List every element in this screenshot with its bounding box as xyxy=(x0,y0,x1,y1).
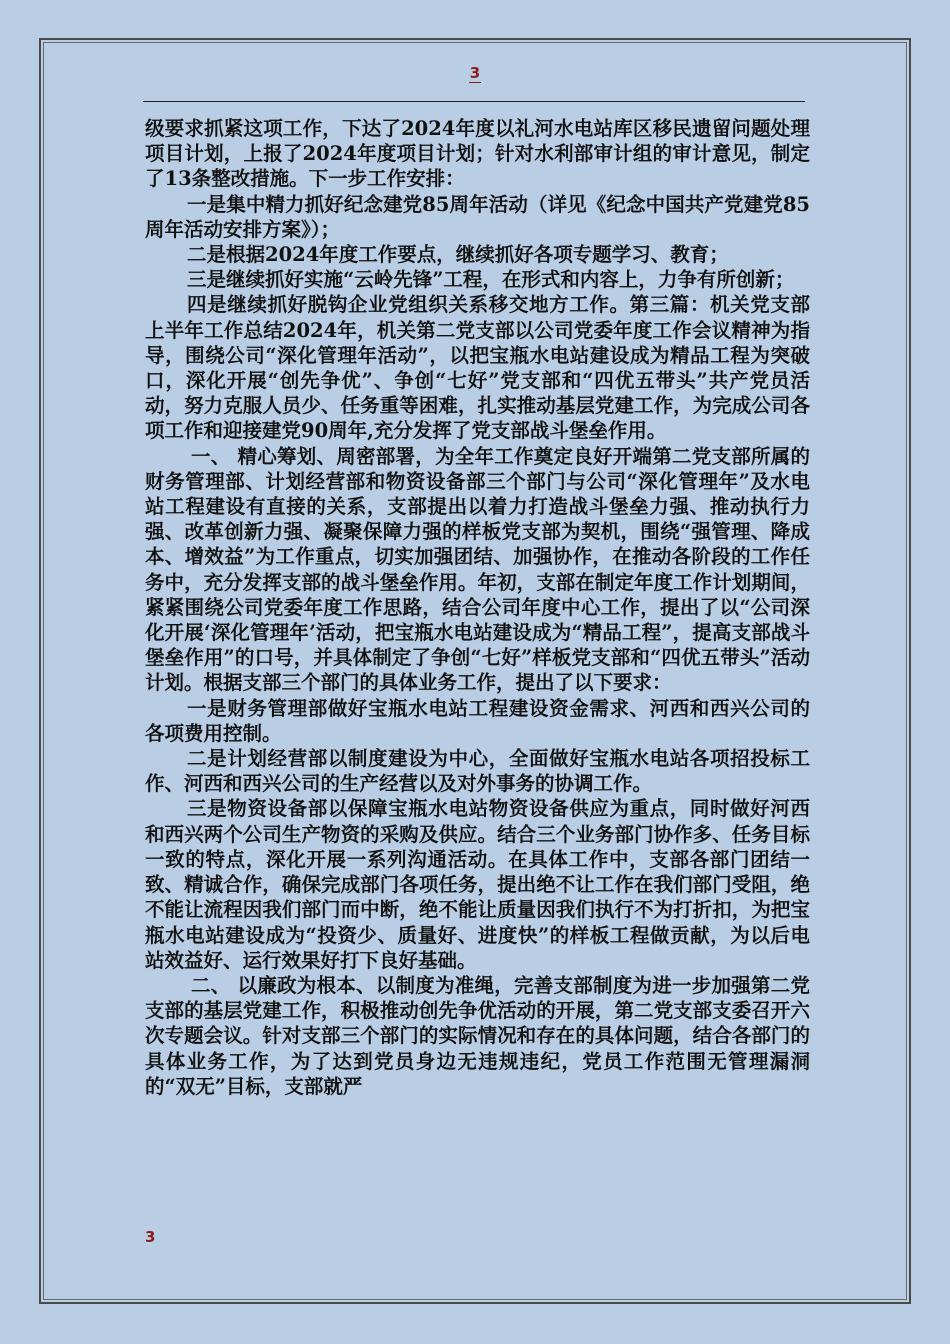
paragraph: 二是计划经营部以制度建设为中心，全面做好宝瓶水电站各项招投标工作、河西和西兴公司的生产经营以及对外事务的协调工作。 xyxy=(145,747,810,796)
paragraph: 二、 以廉政为根本、以制度为准绳，完善支部制度为进一步加强第二党支部的基层党建工作，积极推动创先争优活动的开展，第二党支部支委召开六次专题会议。针对支部三个部门的实际情况和存在的具体问题，结合各部门的具体业务工作，为了达到党员身边无违规违纪，党员工作范围无管理漏洞的“双无”目标，支部就严 xyxy=(145,973,810,1098)
paragraph: 三是物资设备部以保障宝瓶水电站物资设备供应为重点，同时做好河西和西兴两个公司生产物资的采购及供应。结合三个业务部门协作多、任务目标一致的特点，深化开展一系列沟通活动。在具体工作中，支部各部门团结一致、精诚合作，确保完成部门各项任务，提出绝不让工作在我们部门受阻，绝不能让流程因我们部门而中断，绝不能让质量因我们执行不为打折扣，为把宝瓶水电站建设成为“投资少、质量好、进度快”的样板工程做贡献，为以后电站效益好、运行效果好打下良好基础。 xyxy=(145,797,810,972)
document-body xyxy=(145,116,810,1099)
paragraph: 二是根据2024年度工作要点，继续抓好各项专题学习、教育； xyxy=(187,243,729,267)
paragraph: 三是继续抓好实施“云岭先锋”工程，在形式和内容上，力争有所创新； xyxy=(187,268,795,292)
paragraph: 一是财务管理部做好宝瓶水电站工程建设资金需求、河西和西兴公司的各项费用控制。 xyxy=(145,696,810,745)
header-divider xyxy=(143,101,805,102)
footer-page-number: 3 xyxy=(145,1228,156,1246)
paragraph: 级要求抓紧这项工作，下达了2024年度以礼河水电站库区移民遗留问题处理项目计划，上报了2024年度项目计划；针对水利部审计组的审计意见，制定了13条整改措施。下一步工作安排： xyxy=(145,117,810,191)
header-page-number: 3 xyxy=(469,64,481,82)
paragraph: 一、 精心筹划、周密部署，为全年工作奠定良好开端第二党支部所属的财务管理部、计划经营部和物资设备部三个部门与公司“深化管理年”及水电站工程建设有直接的关系，支部提出以着力打造战斗堡垒力强、推动执行力强、改革创新力强、凝聚保障力强的样板党支部为契机，围绕“强管理、降成本、增效益”为工作重点，切实加强团结、加强协作，在推动各阶段的工作任务中，充分发挥支部的战斗堡垒作用。年初，支部在制定年度工作计划期间，紧紧围绕公司党委年度工作思路，结合公司年度中心工作，提出了以“公司深化开展‘深化管理年’活动，把宝瓶水电站建设成为“精品工程”，提高支部战斗堡垒作用”的口号，并具体制定了争创“七好”样板党支部和“四优五带头”活动计划。根据支部三个部门的具体业务工作，提出了以下要求： xyxy=(145,444,810,695)
paragraph: 一是集中精力抓好纪念建党85周年活动（详见《纪念中国共产党建党85周年活动安排方案》）； xyxy=(145,192,810,241)
paragraph: 四是继续抓好脱钩企业党组织关系移交地方工作。第三篇：机关党支部上半年工作总结2024年，机关第二党支部以公司党委年度工作会议精神为指导，围绕公司“深化管理年活动”，以把宝瓶水电站建设成为精品工程为突破口，深化开展“创先争优”、争创“七好”党支部和“四优五带头”共产党员活动，努力克服人员少、任务重等困难，扎实推动基层党建工作，为完成公司各项工作和迎接建党90周年,充分发挥了党支部战斗堡垒作用。 xyxy=(145,293,810,443)
